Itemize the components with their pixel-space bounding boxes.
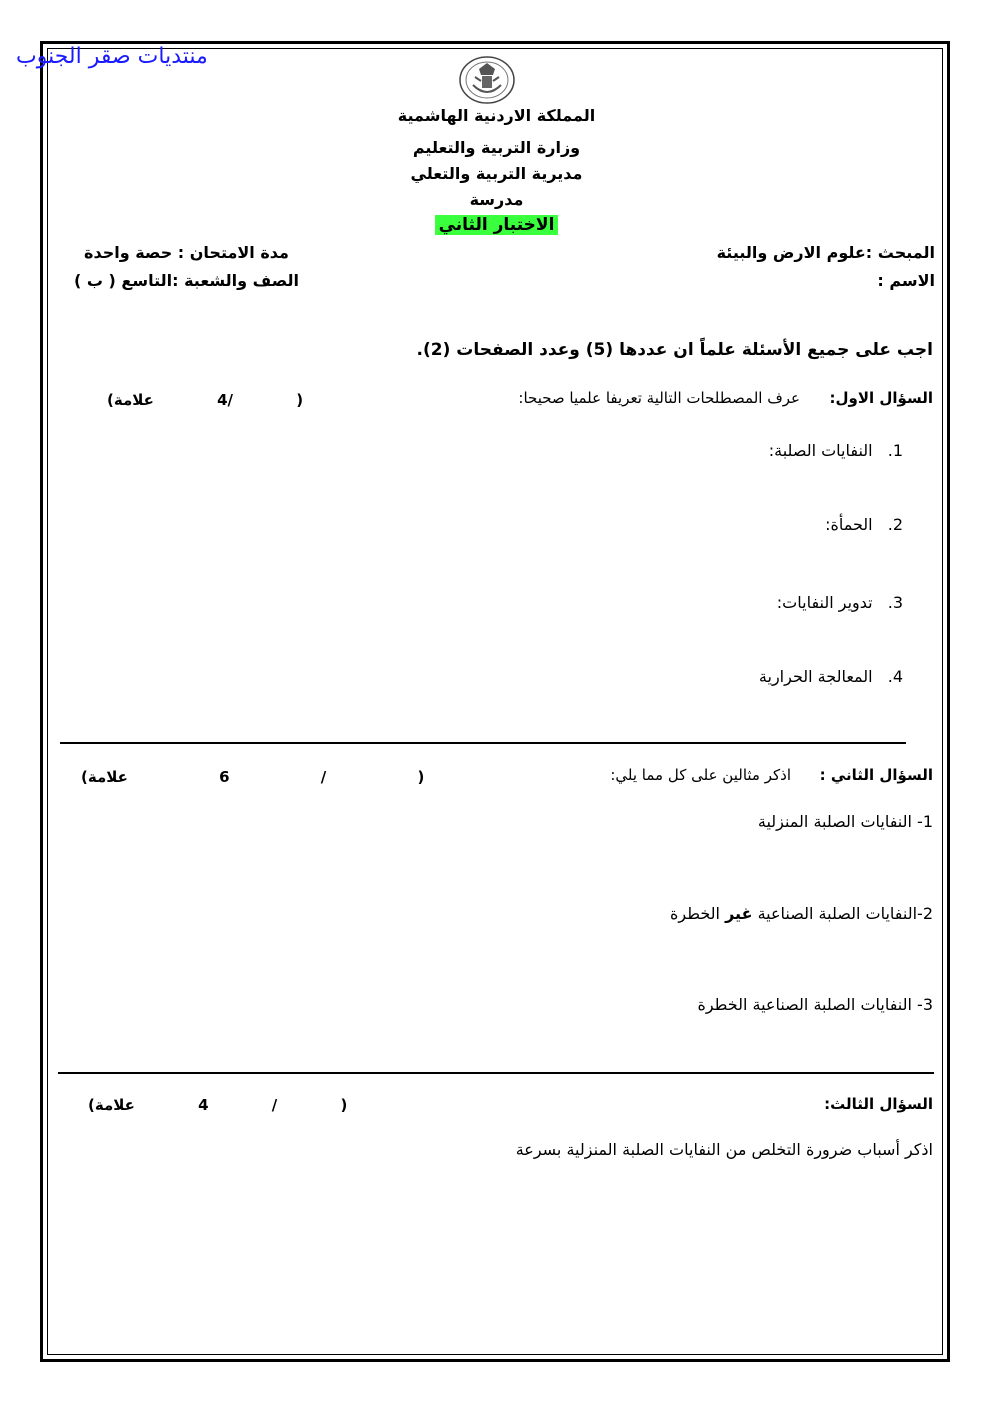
header-school: مدرسة [469,190,524,209]
grade-section-label: الصف والشعبة :التاسع ( ب ) [74,271,299,290]
header-kingdom: المملكة الاردنية الهاشمية [397,106,596,125]
q1-item-1-number: 1. [887,441,903,460]
subject-label: المبحث :علوم الارض والبيئة [716,243,935,262]
header-directorate: مديرية التربية والتعلي [410,164,583,183]
header-ministry: وزارة التربية والتعليم [412,138,581,157]
q3-marks: ( / 4 علامة) [88,1096,348,1114]
q2-item-3: 3- النفايات الصلبة الصناعية الخطرة [697,995,933,1014]
q3-label: السؤال الثالث: [824,1095,933,1113]
q1-item-4-text: المعالجة الحرارية [758,667,873,686]
q1-item-2-number: 2. [887,515,903,534]
q2-item-1: 1- النفايات الصلبة المنزلية [757,812,933,831]
q1-item-3-number: 3. [887,593,903,612]
q2-label: السؤال الثاني : [819,766,933,784]
duration-label: مدة الامتحان : حصة واحدة [84,243,289,262]
q2-item-2-emphasis: غير [725,904,753,923]
q1-item-3-text: تدوير النفايات: [776,593,873,612]
q1-item-4-number: 4. [887,667,903,686]
student-name-label: الاسم : [877,271,935,290]
q2-item-2-end: الخطرة [670,904,726,923]
divider-q1-q2 [60,742,906,744]
q1-item-3 [777,593,903,612]
q1-item-4 [759,667,903,686]
q1-marks: ( /4 علامة) [107,391,304,409]
instructions: اجب على جميع الأسئلة علماً ان عددها (5) وعدد الصفحات (2). [416,340,933,360]
exam-title-text: الاختبار الثاني [435,215,559,235]
q1-prompt: عرف المصطلحات التالية تعريفا علميا صحيحا: [518,389,800,407]
q1-label: السؤال الاول: [829,389,933,407]
q1-item-1-text: النفايات الصلبة: [768,441,873,460]
q2-item-2-start: 2-النفايات الصلبة الصناعية [752,904,933,923]
q2-prompt: اذكر مثالين على كل مما يلي: [610,766,791,784]
forum-watermark: منتديات صقر الجنوب [16,44,208,69]
q1-item-2-text: الحمأة: [825,515,873,534]
q2-marks: ( / 6 علامة) [81,768,425,786]
q3-prompt: اذكر أسباب ضرورة التخلص من النفايات الصلبة المنزلية بسرعة [515,1140,933,1159]
divider-q2-q3 [58,1072,934,1074]
ministry-emblem-icon [457,55,517,105]
q2-item-2 [670,904,933,923]
exam-title [0,215,993,235]
q1-item-1 [769,441,903,460]
q1-item-2 [825,515,903,534]
